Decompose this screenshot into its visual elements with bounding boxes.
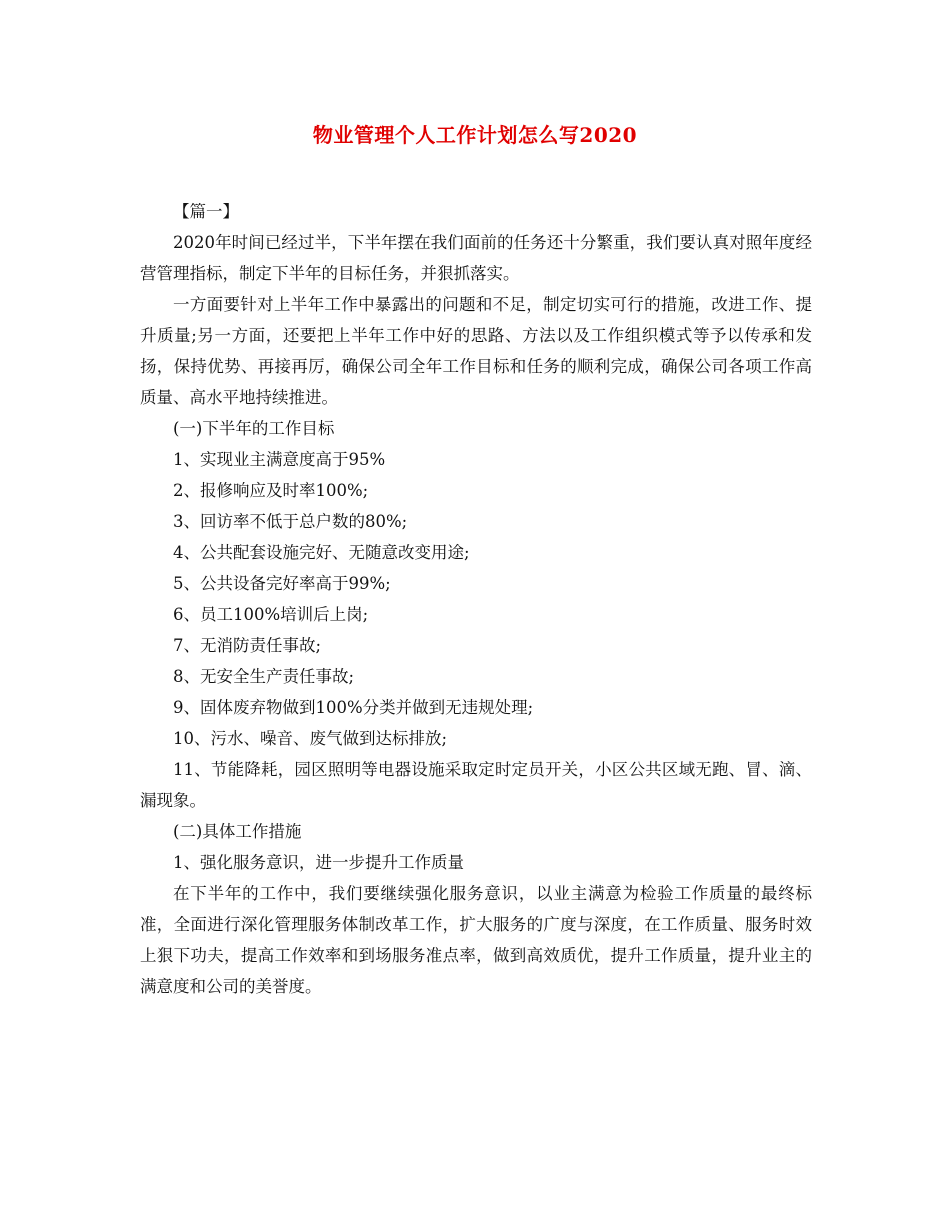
goal-list-item: 9、固体废弃物做到100%分类并做到无违规处理; xyxy=(173,698,534,717)
body-paragraph: 2020年时间已经过半，下半年摆在我们面前的任务还十分繁重，我们要认真对照年度经营管理指标，制定下半年的目标任务，并狠抓落实。 xyxy=(140,233,812,283)
goal-list-item: 1、实现业主满意度高于95% xyxy=(173,450,386,469)
measure-heading: 1、强化服务意识，进一步提升工作质量 xyxy=(173,853,464,872)
body-paragraph: 一方面要针对上半年工作中暴露出的问题和不足，制定切实可行的措施，改进工作、提升质量;另一方面，还要把上半年工作中好的思路、方法以及工作组织模式等予以传承和发扬，保持优势、再接再厉，确保公司全年工作目标和任务的顺利完成，确保公司各项工作高质量、高水平地持续推进。 xyxy=(140,295,812,407)
goal-list-item: 3、回访率不低于总户数的80%; xyxy=(173,512,408,531)
goal-list-item: 7、无消防责任事故; xyxy=(173,636,322,655)
body-paragraph: 在下半年的工作中，我们要继续强化服务意识，以业主满意为检验工作质量的最终标准，全面进行深化管理服务体制改革工作，扩大服务的广度与深度，在工作质量、服务时效上狠下功夫，提高工作效率和到场服务准点率，做到高效质优，提升工作质量，提升业主的满意度和公司的美誉度。 xyxy=(140,884,812,996)
goal-list-item: 10、污水、噪音、废气做到达标排放; xyxy=(173,729,448,748)
subsection-heading-measures: (二)具体工作措施 xyxy=(173,822,302,841)
document-title: 物业管理个人工作计划怎么写2020 xyxy=(312,123,638,147)
goal-list-item: 6、员工100%培训后上岗; xyxy=(173,605,369,624)
section-heading-part-one: 【篇一】 xyxy=(173,202,239,221)
goal-list-item: 5、公共设备完好率高于99%; xyxy=(173,574,391,593)
goal-list-item: 8、无安全生产责任事故; xyxy=(173,667,355,686)
goal-list-item: 2、报修响应及时率100%; xyxy=(173,481,369,500)
goal-list-item: 11、节能降耗，园区照明等电器设施采取定时定员开关，小区公共区域无跑、冒、滴、漏现象。 xyxy=(140,760,812,810)
document-body xyxy=(140,196,812,1002)
subsection-heading-goals: (一)下半年的工作目标 xyxy=(173,419,335,438)
goal-list-item: 4、公共配套设施完好、无随意改变用途; xyxy=(173,543,470,562)
